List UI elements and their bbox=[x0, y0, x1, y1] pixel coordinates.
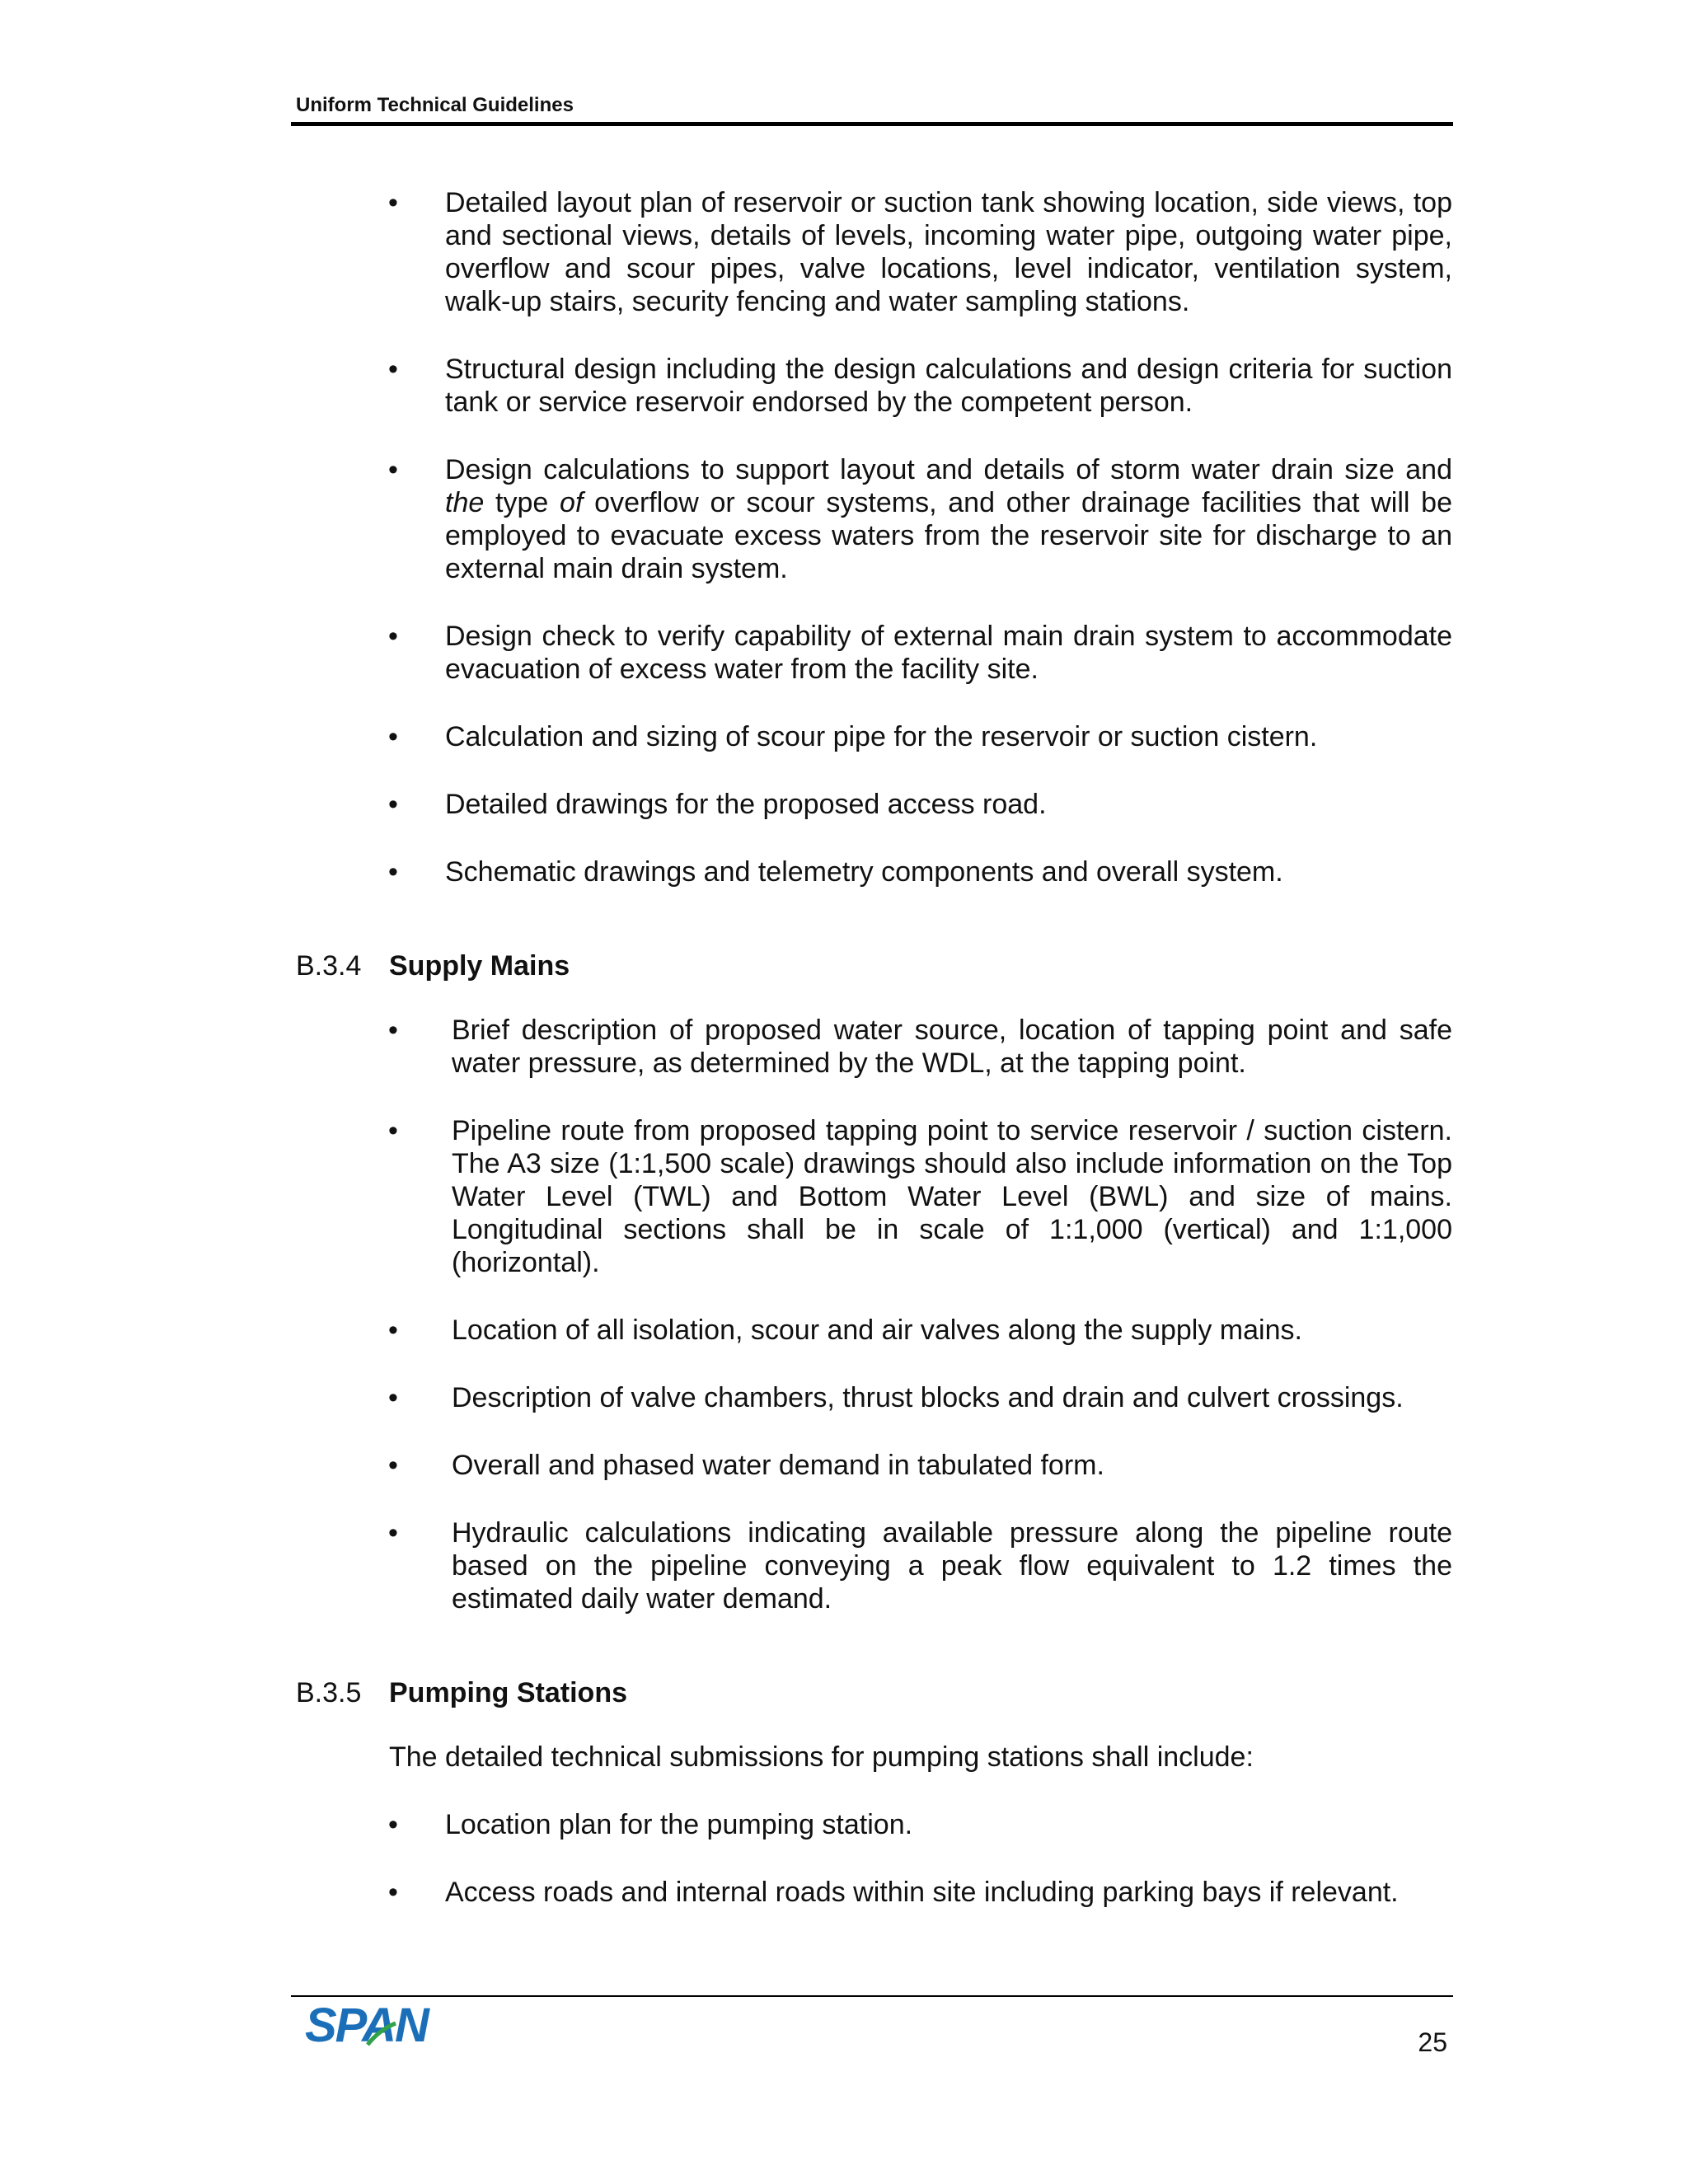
list-item-text: Structural design including the design calculations and design criteria for suction tank or service reservoir endorsed by the competent person. bbox=[445, 354, 1452, 418]
section-heading-supply-mains bbox=[291, 949, 1453, 982]
header-title: Uniform Technical Guidelines bbox=[296, 94, 574, 116]
italic-text: the bbox=[445, 487, 485, 518]
list-item-text: Overall and phased water demand in tabulated form. bbox=[452, 1450, 1104, 1481]
bullet-icon: • bbox=[388, 1517, 398, 1549]
list-item bbox=[291, 1314, 1452, 1347]
reservoir-requirements-list bbox=[291, 186, 1453, 888]
list-item-text: Calculation and sizing of scour pipe for the reservoir or suction cistern. bbox=[445, 721, 1318, 752]
list-item bbox=[291, 1516, 1452, 1615]
bullet-icon: • bbox=[388, 187, 398, 218]
section-heading-pumping-stations bbox=[291, 1676, 1453, 1709]
bullet-icon: • bbox=[388, 454, 398, 485]
bullet-icon: • bbox=[388, 1450, 398, 1481]
text-fragment: Design calculations to support layout and details of storm water drain size and bbox=[445, 454, 1452, 485]
list-item bbox=[291, 1381, 1452, 1414]
span-logo bbox=[303, 1999, 445, 2053]
bullet-icon: • bbox=[388, 721, 398, 752]
section-number: B.3.4 bbox=[296, 950, 362, 982]
section-title: Supply Mains bbox=[389, 950, 570, 982]
section-number: B.3.5 bbox=[296, 1677, 362, 1708]
list-item-text: Design check to verify capability of external main drain system to accommodate evacuation of excess water from the facility site. bbox=[445, 621, 1452, 685]
list-item-text: Brief description of proposed water source, location of tapping point and safe water pressure, as determined by the WDL, at the tapping point. bbox=[452, 1015, 1452, 1079]
list-item-text: Schematic drawings and telemetry components and overall system. bbox=[445, 856, 1283, 888]
list-item bbox=[291, 1449, 1452, 1482]
list-item bbox=[291, 620, 1452, 686]
page-content bbox=[291, 186, 1453, 1943]
list-item bbox=[291, 1876, 1452, 1909]
list-item bbox=[291, 353, 1452, 419]
list-item-text: Detailed layout plan of reservoir or suction tank showing location, side views, top and sectional views, details of levels, incoming water pipe, outgoing water pipe, overflow and scour pipes, valve locations, level indicator, ventilation system, walk-up stairs, security fencing and water sampling stations. bbox=[445, 187, 1452, 317]
bullet-icon: • bbox=[388, 1115, 398, 1146]
bullet-icon: • bbox=[388, 1015, 398, 1046]
list-item-text: Access roads and internal roads within site including parking bays if relevant. bbox=[445, 1877, 1399, 1908]
footer-rule bbox=[291, 1995, 1453, 1997]
list-item-text: Location of all isolation, scour and air valves along the supply mains. bbox=[452, 1315, 1302, 1346]
list-item bbox=[291, 1114, 1452, 1279]
page-number: 25 bbox=[1418, 2027, 1447, 2057]
list-item-text bbox=[445, 454, 1452, 584]
list-item bbox=[291, 186, 1452, 318]
list-item-text: Detailed drawings for the proposed access road. bbox=[445, 789, 1047, 820]
bullet-icon: • bbox=[388, 1315, 398, 1346]
list-item bbox=[291, 1808, 1452, 1841]
bullet-icon: • bbox=[388, 1877, 398, 1908]
pumping-stations-list bbox=[291, 1808, 1453, 1909]
italic-text: of bbox=[560, 487, 584, 518]
list-item bbox=[291, 1014, 1452, 1080]
bullet-icon: • bbox=[388, 789, 398, 820]
list-item bbox=[291, 788, 1452, 821]
bullet-icon: • bbox=[388, 1382, 398, 1413]
supply-mains-list bbox=[291, 1014, 1453, 1615]
page-header bbox=[291, 92, 1453, 126]
bullet-icon: • bbox=[388, 354, 398, 385]
list-item bbox=[291, 855, 1452, 888]
bullet-icon: • bbox=[388, 1809, 398, 1840]
text-fragment: overflow or scour systems, and other drainage facilities that will be employed to evacuate excess waters from the reservoir site for discharge to an external main drain system. bbox=[445, 487, 1452, 584]
logo-text: SPAN bbox=[305, 1999, 428, 2052]
section-title: Pumping Stations bbox=[389, 1677, 627, 1708]
list-item-text: Description of valve chambers, thrust blocks and drain and culvert crossings. bbox=[452, 1382, 1404, 1413]
list-item-text: Location plan for the pumping station. bbox=[445, 1809, 913, 1840]
list-item bbox=[291, 453, 1452, 585]
list-item bbox=[291, 720, 1452, 753]
section-intro: The detailed technical submissions for pumping stations shall include: bbox=[389, 1741, 1254, 1773]
text-fragment: type bbox=[484, 487, 560, 518]
list-item-text: Hydraulic calculations indicating available pressure along the pipeline route based on the pipeline conveying a peak flow equivalent to 1.2 times the estimated daily water demand. bbox=[452, 1517, 1452, 1615]
list-item-text: Pipeline route from proposed tapping point to service reservoir / suction cistern. The A3 size (1:1,500 scale) drawings should also include information on the Top Water Level (TWL) and Bottom Water Level (BWL) and size of mains. Longitudinal sections shall be in scale of 1:1,000 (vertical) and 1:1,000 (horizontal). bbox=[452, 1115, 1452, 1278]
bullet-icon: • bbox=[388, 621, 398, 652]
bullet-icon: • bbox=[388, 856, 398, 888]
